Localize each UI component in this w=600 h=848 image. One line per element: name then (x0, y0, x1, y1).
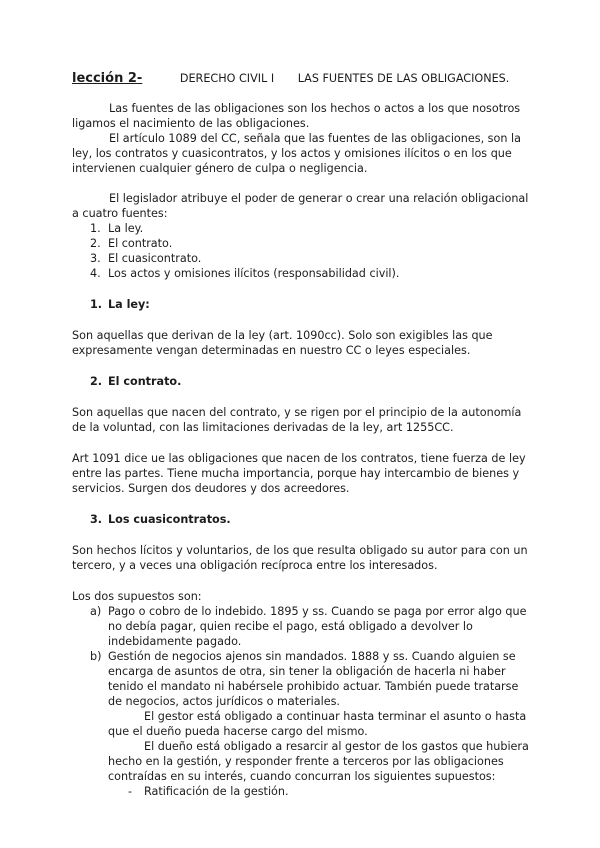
list-item: b) Gestión de negocios ajenos sin mandados. 1888 y ss. Cuando alguien se encarga de asuntos de otra, sin tener la obligación de hacerla ni haber tenido el mandato ni habérsele prohibido actuar. También puede tratarse de negocios, actos jurídicos o materiales. El gestor está obligado a continuar hasta terminar el asunto o hasta que el dueño pueda hacerse cargo del mismo. El dueño está obligado a resarcir al gestor de los gastos que hubiera hecho en la gestión, y responder frente a terceros por las obligaciones contraídas en su interés, cuando concurran los siguientes supuestos: (90, 650, 529, 783)
document-body (72, 101, 530, 799)
list-item: a) Pago o cobro de lo indebido. 1895 y ss. Cuando se paga por error algo que no debía pagar, quien recibe el pago, está obligado a devolver lo indebidamente pagado. (90, 605, 527, 648)
dash-list-item: - Ratificación de la gestión. (128, 785, 289, 798)
supuestos-lead: Los dos supuestos son: (72, 590, 202, 603)
supuestos-list (72, 604, 530, 784)
page-header (72, 71, 509, 86)
list-item: 4. Los actos y omisiones ilícitos (responsabilidad civil). (90, 267, 400, 280)
section-heading-ley: 1. La ley: (90, 298, 150, 311)
gestor-paragraph: El gestor está obligado a continuar hasta terminar el asunto o hasta que el dueño pueda hacerse cargo del mismo. (108, 710, 527, 738)
sources-list (72, 221, 530, 281)
lesson-title: lección 2- (72, 71, 143, 86)
section-heading-contrato: 2. El contrato. (90, 375, 182, 388)
section-heading-cuasicontratos: 3. Los cuasicontratos. (90, 513, 231, 526)
list-item: 1. La ley. (90, 222, 144, 235)
intro-paragraph-1: Las fuentes de las obligaciones son los hechos o actos a los que nosotros ligamos el nacimiento de las obligaciones. (72, 102, 521, 130)
topic-title: LAS FUENTES DE LAS OBLIGACIONES. (297, 72, 510, 85)
section-ley-text: Son aquellas que derivan de la ley (art. 1090cc). Solo son exigibles las que expresamente vengan determinadas en nuestro CC o leyes especiales. (72, 329, 493, 357)
intro-paragraph-2: El artículo 1089 del CC, señala que las fuentes de las obligaciones, son la ley, los contratos y cuasicontratos, y los actos y omisiones ilícitos o en los que intervienen cualquier género de culpa o negligencia. (72, 132, 521, 175)
list-item: 2. El contrato. (90, 237, 173, 250)
section-cuasicontratos-text: Son hechos lícitos y voluntarios, de los que resulta obligado su autor para con un tercero, y a veces una obligación recíproca entre los interesados. (72, 544, 528, 572)
section-contrato-text-2: Art 1091 dice ue las obligaciones que nacen de los contratos, tiene fuerza de ley entre las partes. Tiene mucha importancia, porque hay intercambio de bienes y servicios. Surgen dos deudores y dos acreedores. (72, 452, 526, 495)
subject-name: DERECHO CIVIL I (179, 72, 275, 85)
list-item: 3. El cuasicontrato. (90, 252, 202, 265)
dueno-paragraph: El dueño está obligado a resarcir al gestor de los gastos que hubiera hecho en la gestión, y responder frente a terceros por las obligaciones contraídas en su interés, cuando concurran los siguientes supuestos: (108, 740, 529, 783)
section-contrato-text-1: Son aquellas que nacen del contrato, y se rigen por el principio de la autonomía de la voluntad, con las limitaciones derivadas de la ley, art 1255CC. (72, 406, 522, 434)
intro-paragraph-3: El legislador atribuye el poder de generar o crear una relación obligacional a cuatro fuentes: (72, 192, 529, 220)
